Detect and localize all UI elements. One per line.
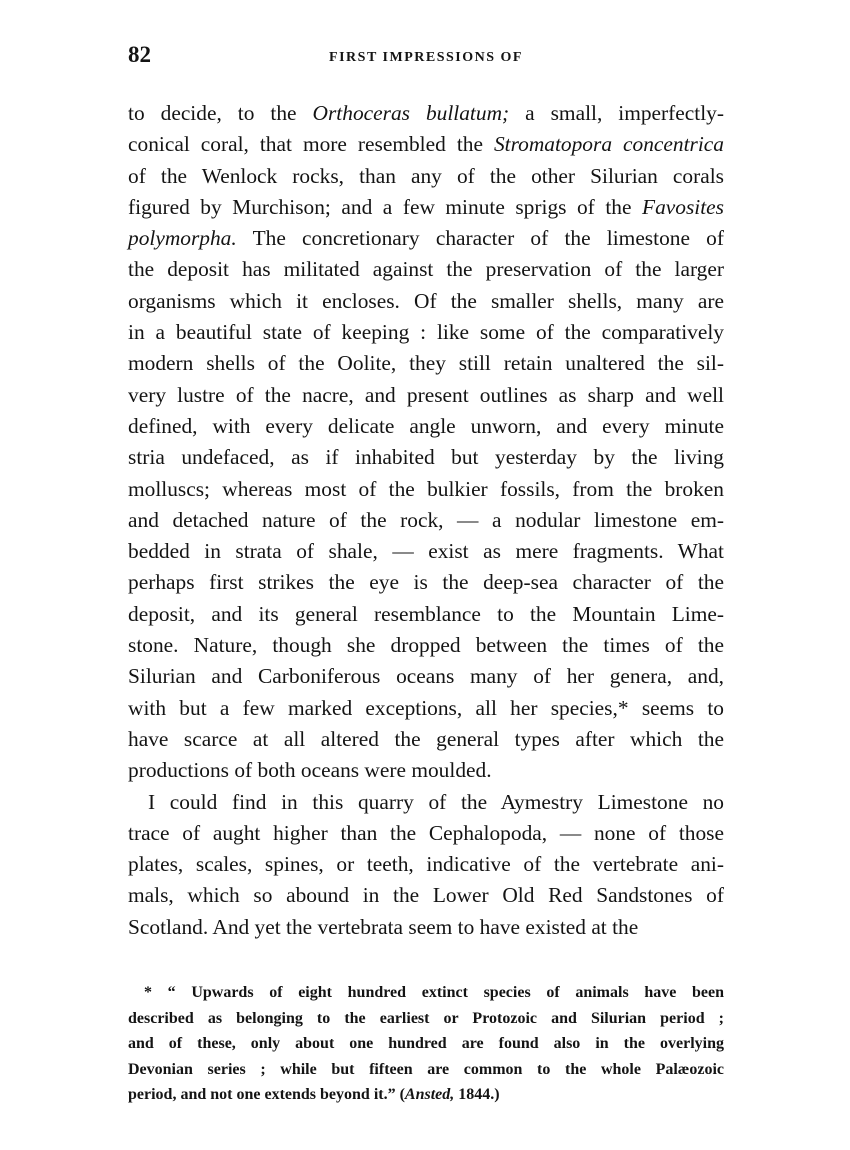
- body-line: [128, 411, 724, 442]
- footnote-line: [128, 1006, 724, 1032]
- text-run: a small, imperfectly-: [509, 101, 724, 125]
- text-run: stria undefaced, as if inhabited but yesterday by the living: [128, 445, 724, 470]
- text-run: bedded in strata of shale, — exist as mere fragments. What: [128, 539, 724, 564]
- text-run: plates, scales, spines, or teeth, indicative of the vertebrate ani-: [128, 852, 724, 877]
- body-line: [128, 442, 724, 473]
- body-line: [128, 286, 724, 317]
- body-line: [128, 599, 724, 630]
- body-line: [128, 755, 724, 786]
- italic-text: polymorpha.: [128, 226, 237, 251]
- italic-text: Favosites: [642, 194, 724, 219]
- body-line: [128, 348, 724, 379]
- text-run: I could find in this quarry of the Aymestry Limestone no: [148, 789, 724, 814]
- body-line: [128, 380, 724, 411]
- body-line: [128, 536, 724, 567]
- body-line: [128, 693, 724, 724]
- body-line: [128, 849, 724, 880]
- body-line: [128, 129, 724, 160]
- text-run: and of these, only about one hundred are found also in the overlying: [128, 1035, 724, 1052]
- text-run: mals, which so abound in the Lower Old Red Sandstones of: [128, 883, 724, 908]
- footnote-line: [128, 1082, 724, 1108]
- text-run: figured by Murchison; and a few minute sprigs of the: [128, 194, 643, 219]
- body-line: [128, 474, 724, 505]
- body-line: [128, 98, 724, 129]
- text-run: * “ Upwards of eight hundred extinct species of animals have been: [144, 984, 724, 1001]
- text-run: very lustre of the nacre, and present outlines as sharp and well: [128, 382, 724, 407]
- text-run: have scarce at all altered the general types after which the: [128, 726, 724, 751]
- body-line: [128, 912, 724, 943]
- text-run: Devonian series ; while but fifteen are common to the whole Palæozoic: [128, 1060, 724, 1078]
- text-run: molluscs; whereas most of the bulkier fossils, from the broken: [128, 476, 724, 501]
- italic-text: Stromatopora concentrica: [493, 132, 724, 157]
- body-line: [128, 630, 724, 661]
- text-run: period, and not one extends beyond it.” (: [128, 1086, 405, 1103]
- text-run: defined, with every delicate angle unworn, and every minute: [128, 413, 724, 438]
- text-run: the deposit has militated against the preservation of the larger: [128, 257, 724, 282]
- body-line: [128, 880, 724, 911]
- body-line: [128, 192, 724, 223]
- body-line: [128, 317, 724, 348]
- text-run: with but a few marked exceptions, all her species,* seems to: [128, 695, 724, 720]
- page-number: 82: [128, 42, 151, 67]
- body-line: [128, 661, 724, 692]
- text-run: The concretionary character of the limestone of: [236, 226, 724, 251]
- text-run: modern shells of the Oolite, they still retain unaltered the sil-: [128, 351, 724, 376]
- text-run: and detached nature of the rock, — a nodular limestone em-: [128, 507, 724, 532]
- italic-text: Ansted,: [404, 1086, 455, 1103]
- body-text: [128, 98, 724, 943]
- footnote-line: [128, 1057, 724, 1083]
- text-run: described as belonging to the earliest or Protozoic and Silurian period ;: [128, 1009, 724, 1027]
- footnote: [128, 980, 724, 1108]
- body-line: [128, 254, 724, 285]
- text-run: of the Wenlock rocks, than any of the other Silurian corals: [128, 163, 724, 188]
- body-line: [128, 223, 724, 254]
- text-run: to decide, to the: [128, 101, 313, 125]
- body-line: [128, 161, 724, 192]
- text-run: perhaps first strikes the eye is the deep-sea character of the: [128, 570, 724, 595]
- text-run: organisms which it encloses. Of the smaller shells, many are: [128, 288, 724, 313]
- text-run: in a beautiful state of keeping : like some of the comparatively: [128, 320, 724, 345]
- text-run: stone. Nature, though she dropped between the times of the: [128, 633, 724, 658]
- body-line: [128, 724, 724, 755]
- text-run: 1844.): [454, 1086, 500, 1103]
- body-line: [128, 787, 724, 818]
- text-run: Silurian and Carboniferous oceans many of her genera, and,: [128, 664, 724, 689]
- footnote-line: [128, 980, 724, 1006]
- page-header: [128, 42, 724, 78]
- body-line: [128, 567, 724, 598]
- text-run: Scotland. And yet the vertebrata seem to have existed at the: [128, 914, 639, 939]
- body-line: [128, 505, 724, 536]
- italic-text: Orthoceras bullatum;: [312, 101, 510, 125]
- footnote-line: [128, 1031, 724, 1057]
- text-run: trace of aught higher than the Cephalopoda, — none of those: [128, 820, 724, 845]
- running-head: FIRST IMPRESSIONS OF: [329, 50, 523, 65]
- body-line: [128, 818, 724, 849]
- text-run: deposit, and its general resemblance to the Mountain Lime-: [128, 601, 724, 626]
- text-run: conical coral, that more resembled the: [128, 132, 494, 157]
- text-run: productions of both oceans were moulded.: [128, 758, 492, 783]
